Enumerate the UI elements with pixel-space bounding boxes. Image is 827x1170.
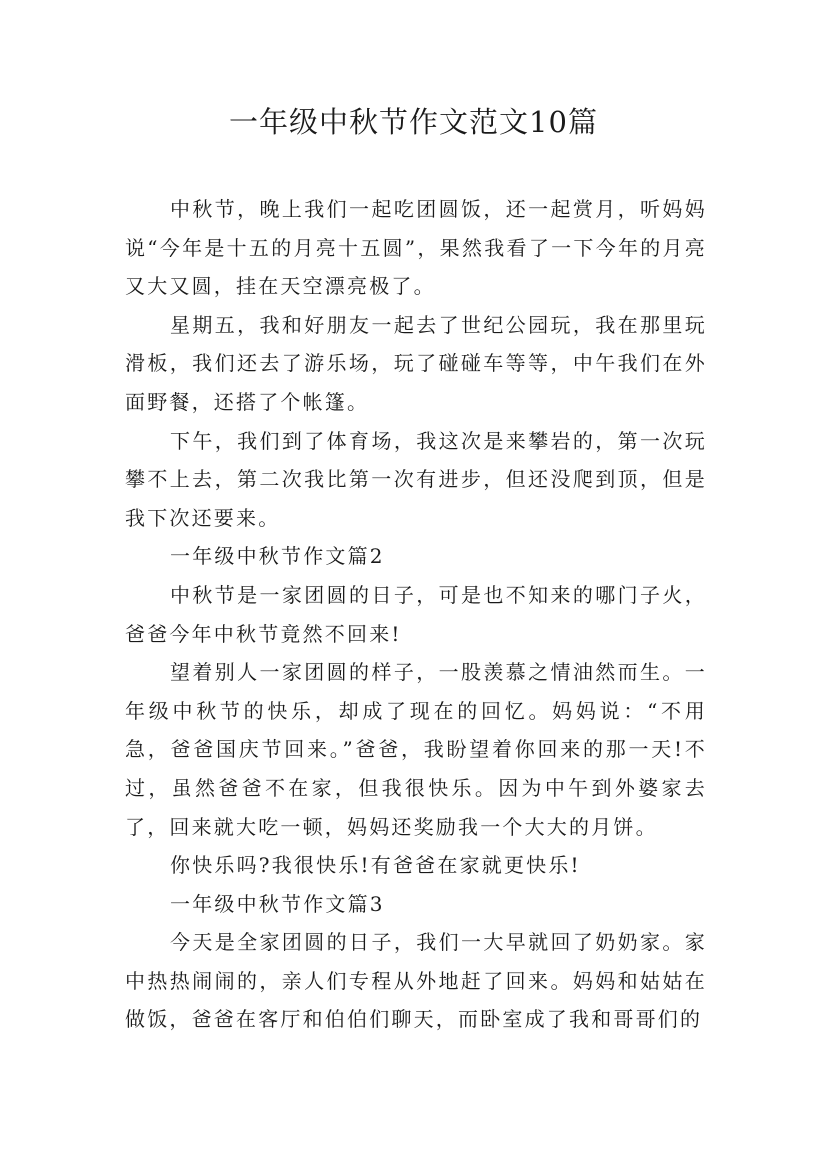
paragraph: 星期五，我和好朋友一起去了世纪公园玩，我在那里玩滑板，我们还去了游乐场，玩了碰碰车等等，中午我们在外面野餐，还搭了个帐篷。 — [125, 312, 707, 414]
section-heading: 一年级中秋节作文篇3 — [170, 891, 385, 916]
section-heading: 一年级中秋节作文篇2 — [170, 544, 385, 569]
paragraph: 中秋节是一家团圆的日子，可是也不知来的哪门子火，爸爸今年中秋节竟然不回来! — [125, 582, 707, 646]
paragraph: 中秋节，晚上我们一起吃团圆饭，还一起赏月，听妈妈说“今年是十五的月亮十五圆”，果然我看了一下今年的月亮又大又圆，挂在天空漂亮极了。 — [125, 197, 707, 299]
paragraph: 望着别人一家团圆的样子，一股羡慕之情油然而生。一年级中秋节的快乐，却成了现在的回忆。妈妈说：“不用急，爸爸国庆节回来。”爸爸，我盼望着你回来的那一天!不过，虽然爸爸不在家，但我很快乐。因为中午到外婆家去了，回来就大吃一顿，妈妈还奖励我一个大大的月饼。 — [125, 660, 707, 839]
document-title: 一年级中秋节作文范文10篇 — [229, 105, 598, 139]
paragraph: 下午，我们到了体育场，我这次是来攀岩的，第一次玩攀不上去，第二次我比第一次有进步，但还没爬到顶，但是我下次还要来。 — [125, 428, 707, 530]
paragraph: 你快乐吗?我很快乐!有爸爸在家就更快乐! — [170, 853, 581, 878]
paragraph: 今天是全家团圆的日子，我们一大早就回了奶奶家。家中热热闹闹的，亲人们专程从外地赶了回来。妈妈和姑姑在做饭，爸爸在客厅和伯伯们聊天，而卧室成了我和哥哥们的 — [125, 930, 707, 1032]
document-body — [125, 190, 707, 1039]
